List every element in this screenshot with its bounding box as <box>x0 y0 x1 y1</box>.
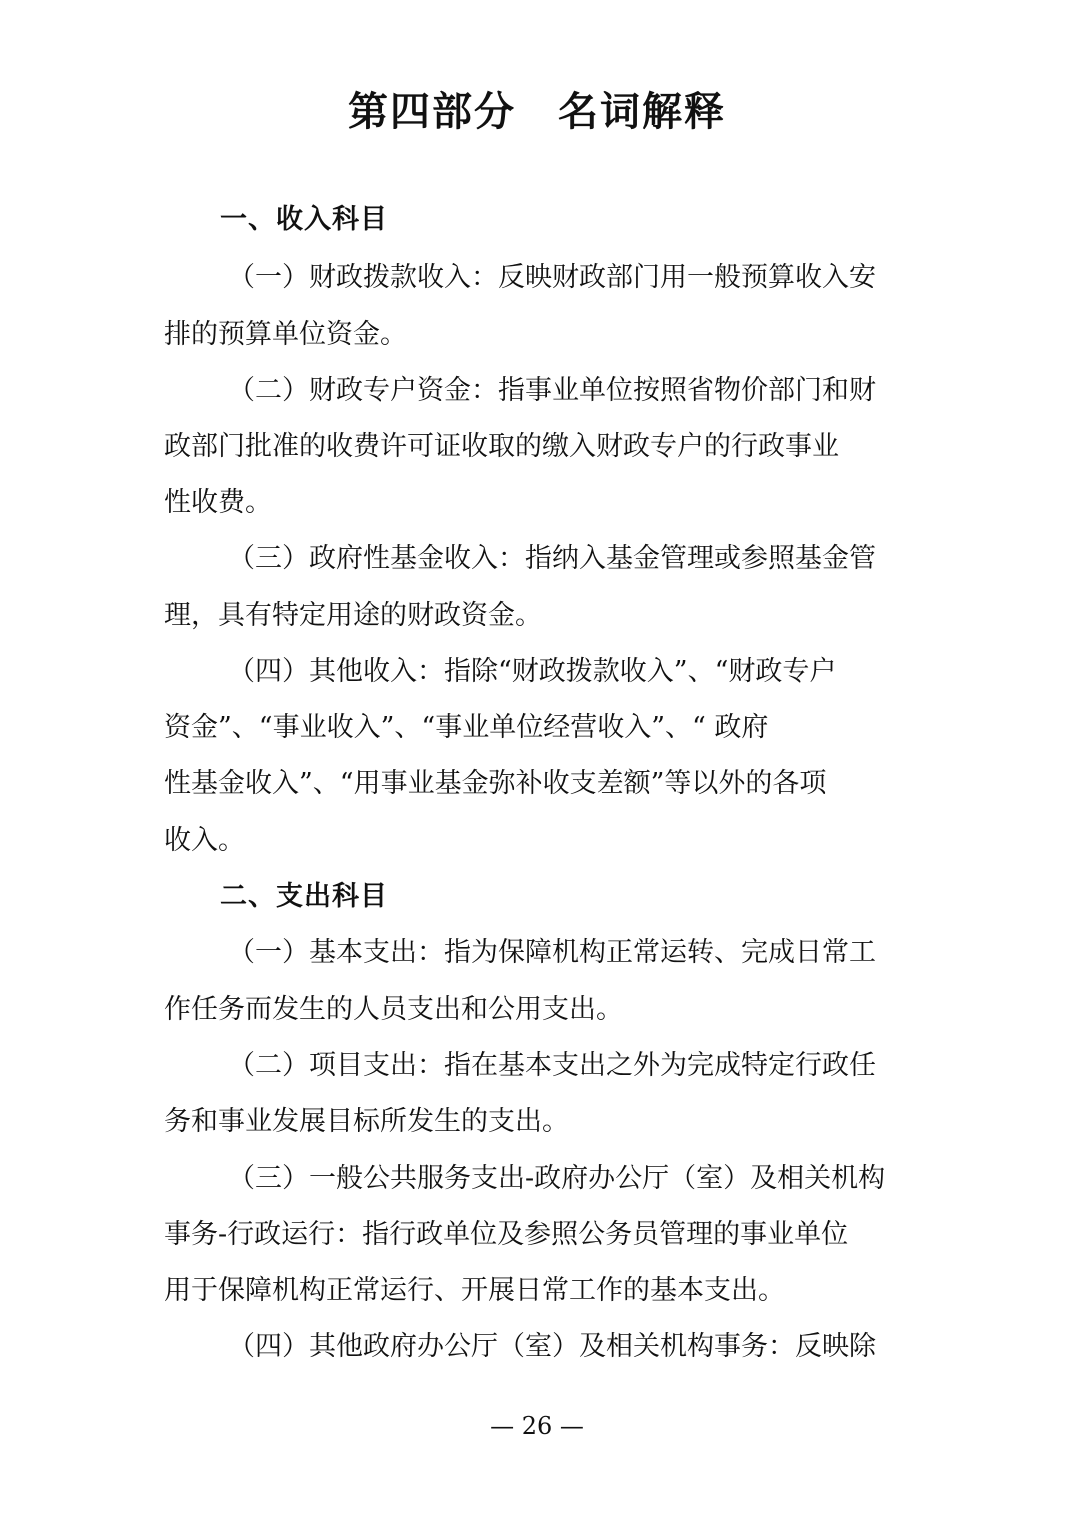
paragraph-line: 理，具有特定用途的财政资金。 <box>164 600 542 631</box>
paragraph-line: 事务-行政运行：指行政单位及参照公务员管理的事业单位 <box>164 1219 849 1250</box>
paragraph-line: 政部门批准的收费许可证收取的缴入财政专户的行政事业 <box>164 431 839 462</box>
section-heading-income: 一、收入科目 <box>220 204 388 235</box>
paragraph-line: 用于保障机构正常运行、开展日常工作的基本支出。 <box>164 1275 785 1306</box>
paragraph-line: 资金”、“事业收入”、“事业单位经营收入”、“ 政府 <box>164 712 769 743</box>
paragraph-line: （四）其他收入：指除“财政拨款收入”、“财政专户 <box>228 656 837 687</box>
paragraph-line: 务和事业发展目标所发生的支出。 <box>164 1106 569 1137</box>
section-heading-expenditure: 二、支出科目 <box>220 881 388 912</box>
paragraph-line: （三）政府性基金收入：指纳入基金管理或参照基金管 <box>228 543 876 574</box>
paragraph-line: 收入。 <box>164 825 245 856</box>
page-title: 第四部分 名词解释 <box>348 89 726 135</box>
paragraph-line: 排的预算单位资金。 <box>164 319 407 350</box>
paragraph-line: （一）基本支出：指为保障机构正常运转、完成日常工 <box>228 937 876 968</box>
paragraph-line: 作任务而发生的人员支出和公用支出。 <box>164 994 623 1025</box>
paragraph-line: （三）一般公共服务支出-政府办公厅（室）及相关机构 <box>228 1163 886 1194</box>
paragraph-line: （一）财政拨款收入：反映财政部门用一般预算收入安 <box>228 262 876 293</box>
page-number: — 26 — <box>490 1412 584 1440</box>
paragraph-line: 性基金收入”、“用事业基金弥补收支差额”等以外的各项 <box>164 768 827 799</box>
paragraph-line: （四）其他政府办公厅（室）及相关机构事务：反映除 <box>228 1331 876 1362</box>
paragraph-line: 性收费。 <box>164 487 272 518</box>
paragraph-line: （二）项目支出：指在基本支出之外为完成特定行政任 <box>228 1050 876 1081</box>
paragraph-line: （二）财政专户资金：指事业单位按照省物价部门和财 <box>228 375 876 406</box>
